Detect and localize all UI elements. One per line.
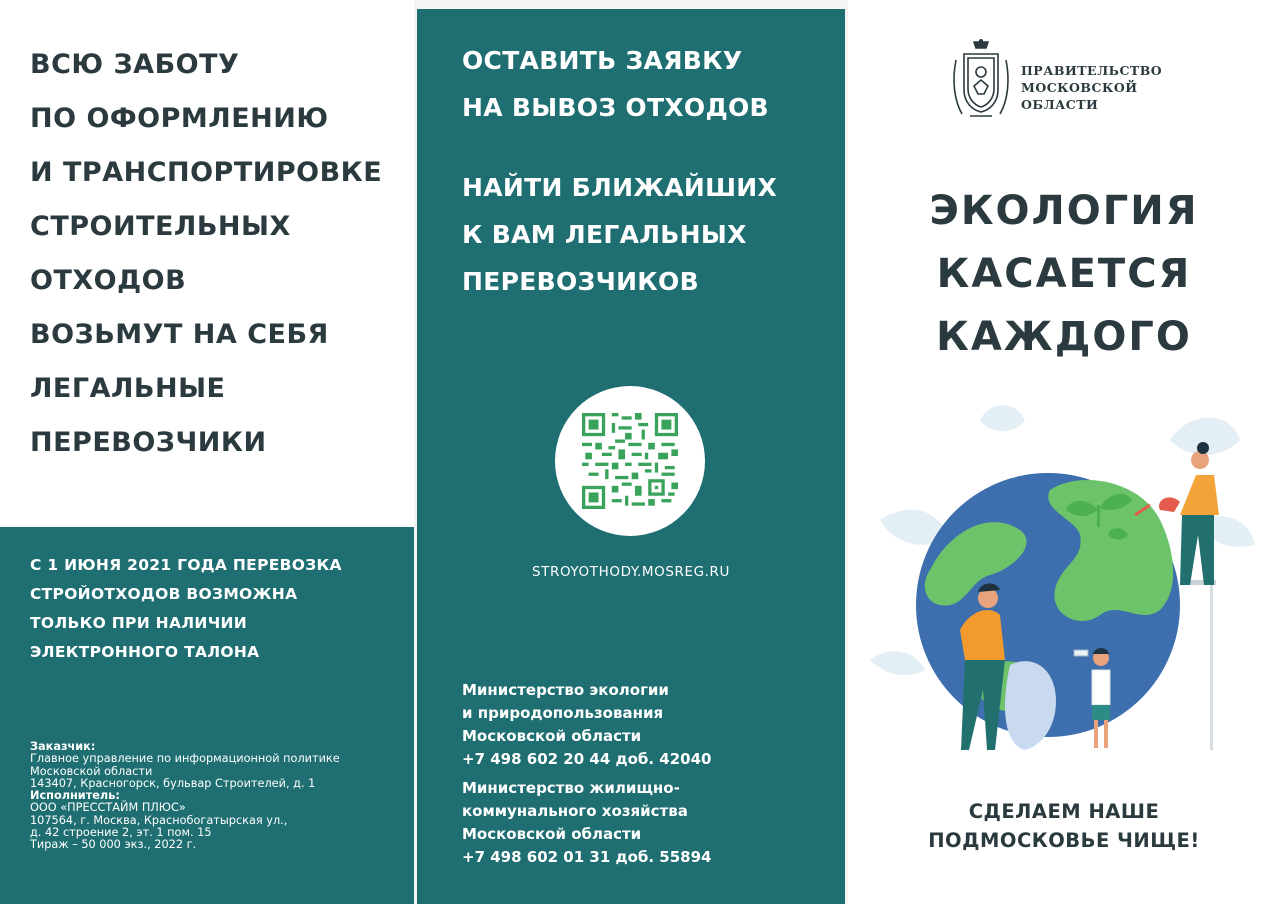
heading-line: ПЕРЕВОЗЧИКИ	[30, 427, 267, 458]
contact-ecology-ministry	[462, 679, 842, 771]
earth-people-illustration	[860, 400, 1270, 760]
heading-line: ВОЗЬМУТ НА СЕБЯ	[30, 319, 329, 350]
notice-line: С 1 ИЮНЯ 2021 ГОДА ПЕРЕВОЗКА	[30, 556, 342, 574]
contractor-label: Исполнитель:	[30, 789, 120, 803]
slogan-line: ПОДМОСКОВЬЕ ЧИЩЕ!	[928, 829, 1200, 852]
action-find-carriers	[462, 164, 842, 305]
customer-label: Заказчик:	[30, 740, 96, 753]
contact-housing-ministry	[462, 777, 842, 869]
imprint-line: 107564, г. Москва, Краснобогатырская ул.,	[30, 813, 288, 827]
contact-line: Московской области	[462, 727, 642, 745]
action-line: ПЕРЕВОЗЧИКОВ	[462, 267, 699, 296]
qr-code-icon	[582, 413, 678, 509]
heading-line: ВСЮ ЗАБОТУ	[30, 49, 240, 80]
contact-phone[interactable]: +7 498 602 20 44 доб. 42040	[462, 750, 712, 768]
heading-line: СТРОИТЕЛЬНЫХ	[30, 211, 291, 242]
imprint	[30, 741, 405, 852]
contact-line: Московской области	[462, 825, 642, 843]
left-heading	[30, 38, 410, 470]
imprint-line: Тираж – 50 000 экз., 2022 г.	[30, 838, 197, 852]
heading-line: ЛЕГАЛЬНЫЕ	[30, 373, 226, 404]
action-line: К ВАМ ЛЕГАЛЬНЫХ	[462, 220, 747, 249]
contact-line: Министерство жилищно-	[462, 779, 680, 797]
imprint-line: д. 42 строение 2, эт. 1 пом. 15	[30, 826, 212, 840]
title-line: КАЖДОГО	[936, 314, 1192, 360]
right-panel	[848, 0, 1280, 904]
imprint-line: ООО «ПРЕССТАЙМ ПЛЮС»	[30, 801, 186, 815]
title-line: ЭКОЛОГИЯ	[929, 188, 1199, 234]
government-name	[1021, 62, 1162, 113]
title-line: КАСАЕТСЯ	[936, 251, 1192, 297]
contact-phone[interactable]: +7 498 602 01 31 доб. 55894	[462, 848, 712, 866]
imprint-line: Московской области	[30, 764, 153, 778]
action-line: ОСТАВИТЬ ЗАЯВКУ	[462, 46, 743, 75]
qr-code[interactable]	[555, 386, 705, 536]
government-line: ПРАВИТЕЛЬСТВО	[1021, 63, 1163, 78]
action-line: НА ВЫВОЗ ОТХОДОВ	[462, 93, 769, 122]
contact-line: и природопользования	[462, 704, 664, 722]
imprint-line: 143407, Красногорск, бульвар Строителей, д. 1	[30, 776, 316, 790]
notice-line: СТРОЙОТХОДОВ ВОЗМОЖНА	[30, 585, 298, 603]
heading-line: ОТХОДОВ	[30, 265, 187, 296]
notice-line: ТОЛЬКО ПРИ НАЛИЧИИ	[30, 614, 248, 632]
heading-line: И ТРАНСПОРТИРОВКЕ	[30, 157, 383, 188]
action-line: НАЙТИ БЛИЖАЙШИХ	[462, 173, 778, 202]
website-link[interactable]: STROYOTHODY.MOSREG.RU	[531, 564, 731, 580]
heading-line: ПО ОФОРМЛЕНИЮ	[30, 103, 329, 134]
slogan-line: СДЕЛАЕМ НАШЕ	[968, 800, 1160, 823]
main-title	[848, 180, 1280, 369]
middle-panel	[417, 9, 845, 904]
government-line: ОБЛАСТИ	[1021, 97, 1099, 112]
imprint-line: Главное управление по информационной политике	[30, 752, 340, 766]
contact-line: коммунального хозяйства	[462, 802, 688, 820]
moscow-oblast-coat-of-arms-icon	[950, 38, 1012, 122]
contact-line: Министерство экологии	[462, 681, 669, 699]
left-panel	[0, 0, 414, 904]
notice-line: ЭЛЕКТРОННОГО ТАЛОНА	[30, 643, 260, 661]
notice-block	[0, 527, 414, 904]
action-request	[462, 37, 842, 131]
government-line: МОСКОВСКОЙ	[1021, 80, 1138, 95]
notice-text	[30, 551, 400, 667]
slogan	[848, 797, 1280, 855]
